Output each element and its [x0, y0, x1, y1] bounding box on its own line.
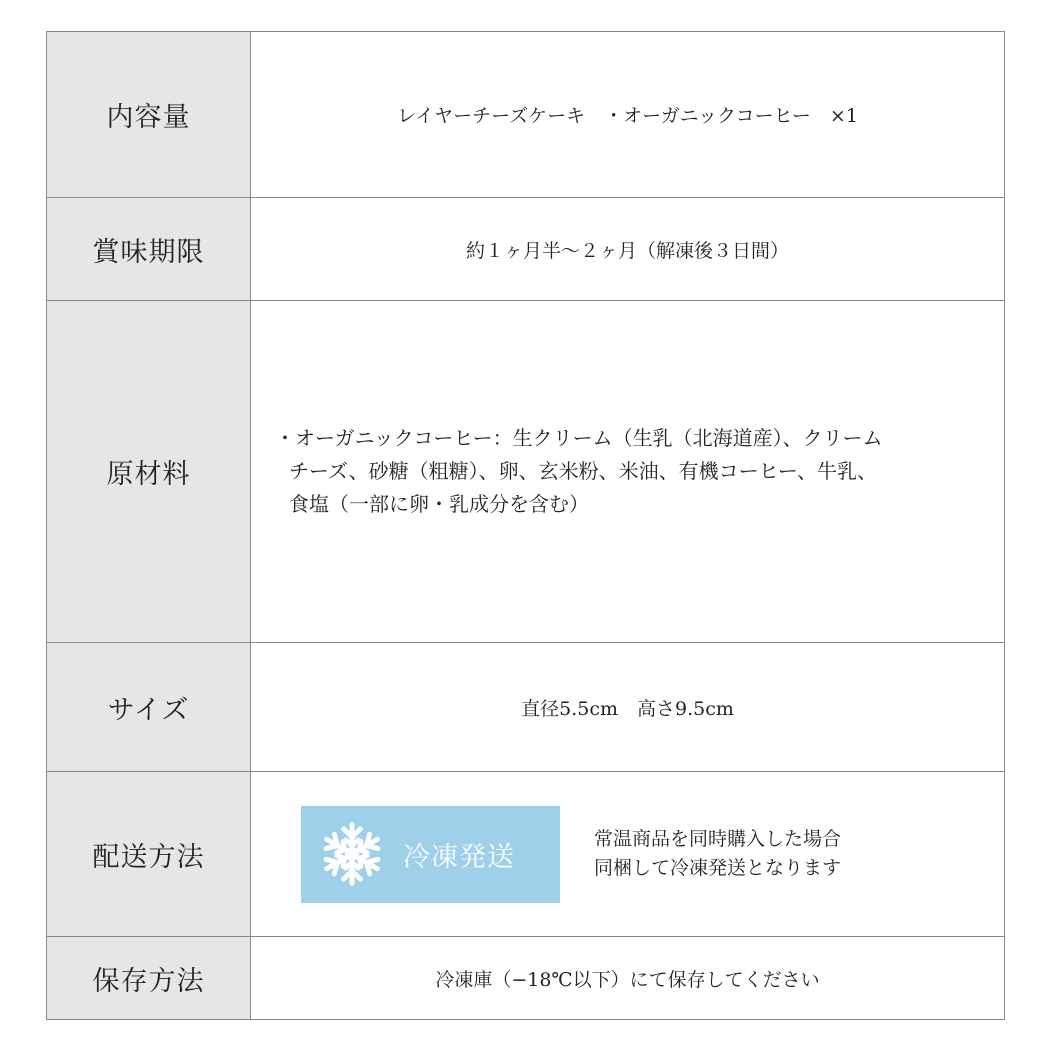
delivery-note	[594, 825, 841, 883]
delivery-label: 配送方法	[47, 772, 251, 937]
spec-row-contents	[47, 32, 1005, 198]
delivery-note-line: 常温商品を同時購入した場合	[594, 828, 842, 850]
storage-value: 冷凍庫（−18℃以下）にて保存してください	[251, 937, 1005, 1020]
spec-row-size	[47, 643, 1005, 772]
size-label: サイズ	[47, 643, 251, 772]
ingredients-line: チーズ、砂糖（粗糖）、卵、玄米粉、米油、有機コーヒー、牛乳、	[289, 459, 877, 483]
delivery-value	[251, 772, 1005, 937]
spec-row-delivery	[47, 772, 1005, 937]
delivery-content	[251, 806, 1004, 903]
spec-row-ingredients	[47, 301, 1005, 643]
frozen-shipping-badge	[301, 806, 560, 903]
contents-value: レイヤーチーズケーキ ・オーガニックコーヒー ×1	[251, 32, 1005, 198]
expiry-value: 約１ヶ月半〜２ヶ月（解凍後３日間）	[251, 198, 1005, 301]
contents-label: 内容量	[47, 32, 251, 198]
ingredients-value	[251, 301, 1005, 643]
size-value: 直径5.5cm 高さ9.5cm	[251, 643, 1005, 772]
ingredients-line: 食塩（一部に卵・乳成分を含む）	[289, 492, 589, 516]
frozen-shipping-label: 冷凍発送	[403, 841, 515, 873]
storage-label: 保存方法	[47, 937, 251, 1020]
spec-row-storage	[47, 937, 1005, 1020]
product-spec-table	[46, 31, 1005, 1020]
ingredients-label: 原材料	[47, 301, 251, 643]
snowflake-icon	[317, 819, 387, 889]
expiry-label: 賞味期限	[47, 198, 251, 301]
spec-row-expiry	[47, 198, 1005, 301]
delivery-note-line: 同梱して冷凍発送となります	[594, 857, 842, 879]
ingredients-line: ・オーガニックコーヒー：生クリーム（生乳（北海道産）、クリーム	[275, 426, 883, 450]
ingredients-text	[251, 422, 1004, 521]
